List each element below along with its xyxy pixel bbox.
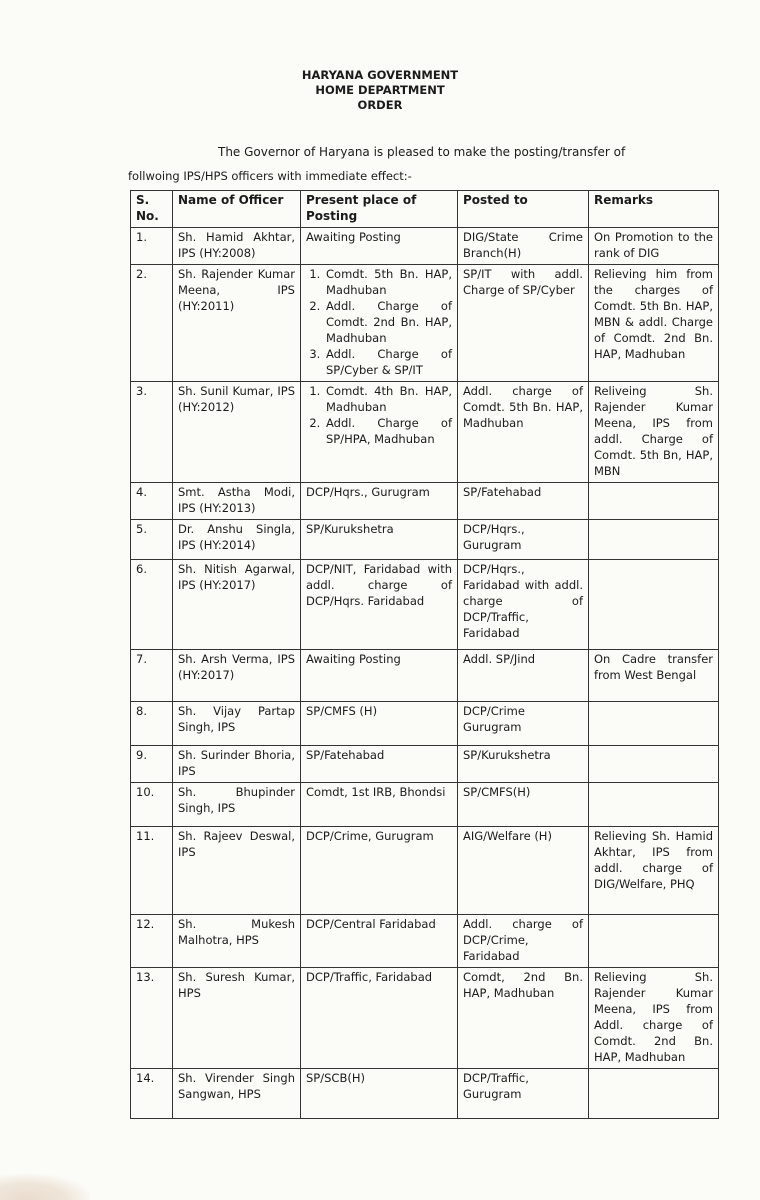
cell-posted: Comdt, 2nd Bn. HAP, Madhuban — [458, 968, 589, 1069]
cell-sno: 1. — [131, 228, 173, 265]
table-row — [131, 827, 719, 915]
cell-present — [301, 382, 458, 483]
intro-paragraph — [128, 140, 708, 188]
cell-posted: DIG/State Crime Branch(H) — [458, 228, 589, 265]
cell-sno: 2. — [131, 265, 173, 382]
table-row — [131, 702, 719, 746]
cell-present: Comdt, 1st IRB, Bhondsi — [301, 783, 458, 827]
table-row — [131, 746, 719, 783]
header-department: HOME DEPARTMENT — [315, 83, 445, 97]
cell-posted: SP/Fatehabad — [458, 483, 589, 520]
table-row — [131, 915, 719, 968]
table-row — [131, 483, 719, 520]
cell-name: Sh. Vijay Partap Singh, IPS — [173, 702, 301, 746]
cell-present: DCP/Traffic, Faridabad — [301, 968, 458, 1069]
cell-present: DCP/Crime, Gurugram — [301, 827, 458, 915]
cell-name: Sh. Surinder Bhoria, IPS — [173, 746, 301, 783]
cell-remarks — [589, 483, 719, 520]
cell-remarks: Relieving Sh. Rajender Kumar Meena, IPS from Addl. charge of Comdt. 2nd Bn. HAP, Madhuban — [589, 968, 719, 1069]
cell-remarks — [589, 783, 719, 827]
cell-posted: AIG/Welfare (H) — [458, 827, 589, 915]
cell-name: Sh. Hamid Akhtar, IPS (HY:2008) — [173, 228, 301, 265]
cell-posted: DCP/Hqrs., Gurugram — [458, 520, 589, 560]
cell-remarks: Relieving Sh. Hamid Akhtar, IPS from addl. charge of DIG/Welfare, PHQ — [589, 827, 719, 915]
header-order: ORDER — [357, 98, 403, 112]
cell-remarks: Reliveing Sh. Rajender Kumar Meena, IPS from addl. Charge of Comdt. 5th Bn, HAP, MBN — [589, 382, 719, 483]
table-row — [131, 382, 719, 483]
cell-remarks — [589, 915, 719, 968]
cell-sno: 12. — [131, 915, 173, 968]
cell-remarks — [589, 746, 719, 783]
table-row — [131, 968, 719, 1069]
present-posting-item: 1. Comdt. 5th Bn. HAP, Madhuban — [324, 266, 452, 298]
cell-name: Dr. Anshu Singla, IPS (HY:2014) — [173, 520, 301, 560]
page-corner-shadow — [0, 1174, 90, 1200]
cell-sno: 13. — [131, 968, 173, 1069]
cell-posted: Addl. charge of Comdt. 5th Bn. HAP, Madhuban — [458, 382, 589, 483]
cell-sno: 7. — [131, 650, 173, 702]
cell-present — [301, 265, 458, 382]
table-row — [131, 520, 719, 560]
table-row — [131, 265, 719, 382]
cell-name: Sh. Nitish Agarwal, IPS (HY:2017) — [173, 560, 301, 650]
cell-posted: Addl. charge of DCP/Crime, Faridabad — [458, 915, 589, 968]
cell-sno: 11. — [131, 827, 173, 915]
cell-name: Sh. Arsh Verma, IPS (HY:2017) — [173, 650, 301, 702]
cell-sno: 6. — [131, 560, 173, 650]
cell-remarks — [589, 520, 719, 560]
cell-sno: 4. — [131, 483, 173, 520]
cell-name: Sh. Sunil Kumar, IPS (HY:2012) — [173, 382, 301, 483]
cell-posted: Addl. SP/Jind — [458, 650, 589, 702]
cell-present: DCP/Hqrs., Gurugram — [301, 483, 458, 520]
cell-present: SP/Fatehabad — [301, 746, 458, 783]
table-row — [131, 650, 719, 702]
cell-sno: 9. — [131, 746, 173, 783]
cell-name: Sh. Rajeev Deswal, IPS — [173, 827, 301, 915]
cell-sno: 3. — [131, 382, 173, 483]
cell-posted: SP/CMFS(H) — [458, 783, 589, 827]
cell-posted: SP/Kurukshetra — [458, 746, 589, 783]
table-row — [131, 783, 719, 827]
header-posted: Posted to — [458, 191, 589, 228]
cell-name: Sh. Rajender Kumar Meena, IPS (HY:2011) — [173, 265, 301, 382]
header-sno: S. No. — [131, 191, 173, 228]
posting-table — [130, 190, 719, 1119]
present-posting-item: 2. Addl. Charge of SP/HPA, Madhuban — [324, 415, 452, 447]
cell-sno: 8. — [131, 702, 173, 746]
present-posting-list — [306, 266, 452, 378]
cell-posted: SP/IT with addl. Charge of SP/Cyber — [458, 265, 589, 382]
table-body — [131, 228, 719, 1119]
table-header-row — [131, 191, 719, 228]
cell-name: Sh. Suresh Kumar, HPS — [173, 968, 301, 1069]
present-posting-list — [306, 383, 452, 447]
intro-line-1: The Governor of Haryana is pleased to make the posting/transfer of — [218, 145, 626, 159]
table-row — [131, 560, 719, 650]
header-present: Present place of Posting — [301, 191, 458, 228]
present-posting-item: 2. Addl. Charge of Comdt. 2nd Bn. HAP, Madhuban — [324, 298, 452, 346]
cell-remarks: Relieving him from the charges of Comdt. 5th Bn. HAP, MBN & addl. Charge of Comdt. 2nd Bn. HAP, Madhuban — [589, 265, 719, 382]
present-posting-item: 3. Addl. Charge of SP/Cyber & SP/IT — [324, 346, 452, 378]
cell-sno: 14. — [131, 1069, 173, 1119]
cell-name: Sh. Bhupinder Singh, IPS — [173, 783, 301, 827]
cell-present: SP/Kurukshetra — [301, 520, 458, 560]
present-posting-item: 1. Comdt. 4th Bn. HAP, Madhuban — [324, 383, 452, 415]
cell-posted: DCP/Traffic, Gurugram — [458, 1069, 589, 1119]
cell-sno: 10. — [131, 783, 173, 827]
cell-remarks: On Cadre transfer from West Bengal — [589, 650, 719, 702]
cell-sno: 5. — [131, 520, 173, 560]
cell-remarks — [589, 1069, 719, 1119]
intro-line-2: follwoing IPS/HPS officers with immediate effect:- — [128, 169, 412, 183]
header-government: HARYANA GOVERNMENT — [301, 68, 459, 82]
cell-name: Smt. Astha Modi, IPS (HY:2013) — [173, 483, 301, 520]
cell-remarks — [589, 702, 719, 746]
order-header — [0, 68, 760, 113]
cell-present: SP/SCB(H) — [301, 1069, 458, 1119]
cell-present: DCP/Central Faridabad — [301, 915, 458, 968]
cell-name: Sh. Virender Singh Sangwan, HPS — [173, 1069, 301, 1119]
table-row — [131, 228, 719, 265]
table-row — [131, 1069, 719, 1119]
header-name: Name of Officer — [173, 191, 301, 228]
cell-present: SP/CMFS (H) — [301, 702, 458, 746]
cell-remarks: On Promotion to the rank of DIG — [589, 228, 719, 265]
cell-present: DCP/NIT, Faridabad with addl. charge of DCP/Hqrs. Faridabad — [301, 560, 458, 650]
cell-present: Awaiting Posting — [301, 650, 458, 702]
header-remarks: Remarks — [589, 191, 719, 228]
cell-posted: DCP/Crime Gurugram — [458, 702, 589, 746]
cell-name: Sh. Mukesh Malhotra, HPS — [173, 915, 301, 968]
cell-posted: DCP/Hqrs., Faridabad with addl. charge of DCP/Traffic, Faridabad — [458, 560, 589, 650]
cell-remarks — [589, 560, 719, 650]
cell-present: Awaiting Posting — [301, 228, 458, 265]
